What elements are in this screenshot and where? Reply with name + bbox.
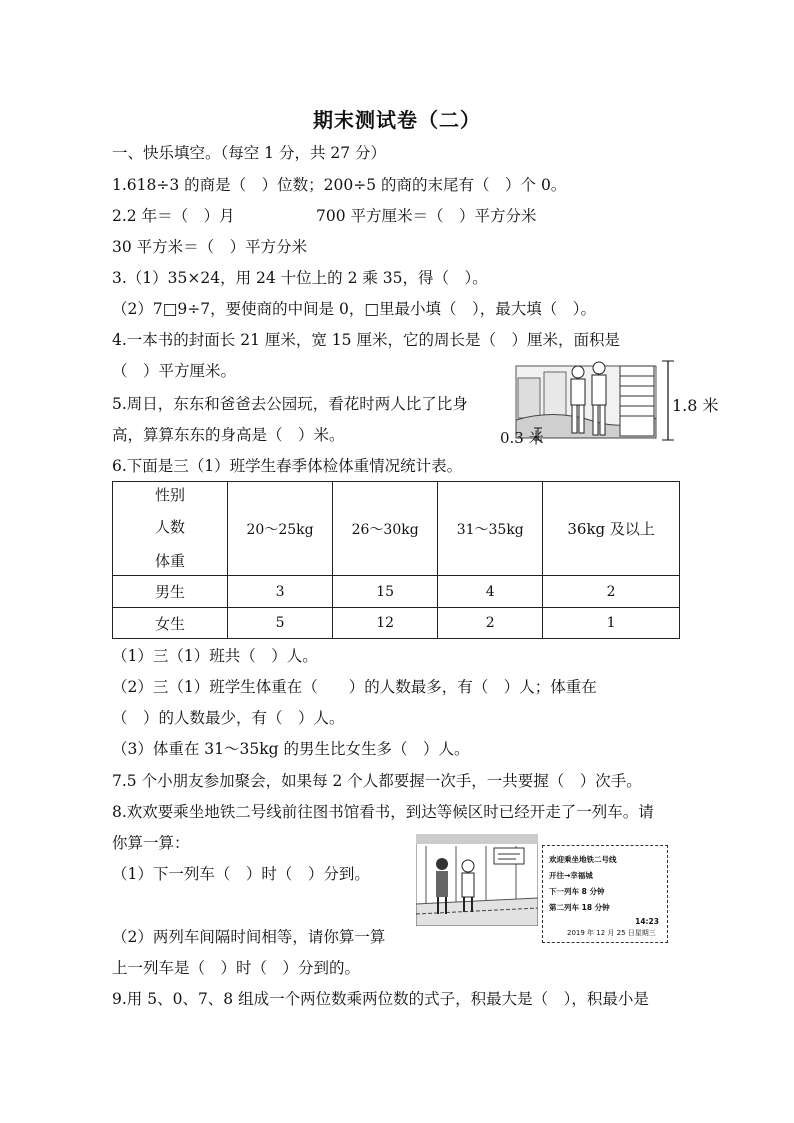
weight-stats-table: [112, 481, 680, 639]
question-1: 1.618÷3 的商是（ ）位数；200÷5 的商的末尾有（ ）个 0。: [112, 176, 567, 194]
question-8-1: （1）下一列车（ ）时（ ）分到。: [112, 865, 370, 883]
question-4b: （ ）平方厘米。: [112, 362, 237, 380]
corner-label-weight: 体重: [155, 552, 186, 570]
table-cell: 1: [543, 608, 680, 639]
table-cell: 4: [438, 576, 543, 608]
column-header: 20～25kg: [228, 482, 333, 576]
sign-line-second-train: 第二列车 18 分钟: [549, 903, 610, 912]
question-3b: （2）7□9÷7，要使商的中间是 0，□里最小填（ ），最大填（ ）。: [112, 300, 597, 318]
question-8a: 8.欢欢要乘坐地铁二号线前往图书馆看书，到达等候区时已经开走了一列车。请: [112, 803, 654, 821]
height-label-0-3: 0.3 米: [500, 429, 544, 447]
question-8-2a: （2）两列车间隔时间相等，请你算一算: [112, 928, 386, 946]
corner-label-count: 人数: [155, 518, 186, 536]
subway-info-sign: [542, 845, 668, 943]
question-5b: 高，算算东东的身高是（ ）米。: [112, 426, 345, 444]
question-5a: 5.周日，东东和爸爸去公园玩，看花时两人比了比身: [112, 395, 468, 413]
sign-date: 2019 年 12 月 25 日星期三: [567, 929, 656, 937]
sign-clock-time: 14:23: [635, 917, 659, 926]
table-cell: 2: [543, 576, 680, 608]
corner-label-gender: 性别: [155, 486, 186, 504]
question-6: 6.下面是三（1）班学生春季体检体重情况统计表。: [112, 457, 463, 475]
page-title: 期末测试卷（二）: [313, 108, 481, 132]
row-label: 男生: [113, 576, 228, 608]
column-header: 26～30kg: [333, 482, 438, 576]
question-6-1: （1）三（1）班共（ ）人。: [112, 647, 318, 665]
question-8-2b: 上一列车是（ ）时（ ）分到的。: [112, 959, 361, 977]
sign-line-next-train: 下一列车 8 分钟: [549, 887, 605, 896]
sign-line-direction: 开往→幸福城: [549, 871, 593, 880]
question-6-2a: （2）三（1）班学生体重在（ ）的人数最多，有（ ）人；体重在: [112, 678, 597, 696]
question-6-3: （3）体重在 31～35kg 的男生比女生多（ ）人。: [112, 740, 470, 758]
row-label: 女生: [113, 608, 228, 639]
question-7: 7.5 个小朋友参加聚会，如果每 2 个人都要握一次手，一共要握（ ）次手。: [112, 772, 642, 790]
question-3a: 3.（1）35×24，用 24 十位上的 2 乘 35，得（ ）。: [112, 269, 488, 287]
table-row: [113, 608, 680, 639]
sign-line-welcome: 欢迎乘坐地铁二号线: [549, 855, 617, 864]
height-label-1-8: 1.8 米: [672, 396, 719, 415]
question-4a: 4.一本书的封面长 21 厘米，宽 15 厘米，它的周长是（ ）厘米，面积是: [112, 331, 620, 349]
table-cell: 15: [333, 576, 438, 608]
table-header-row: [113, 482, 680, 576]
question-2b: 700 平方厘米＝（ ）平方分米: [316, 207, 537, 225]
table-row: [113, 576, 680, 608]
table-cell: 12: [333, 608, 438, 639]
question-6-2b: （ ）的人数最少，有（ ）人。: [112, 709, 345, 727]
question-9: 9.用 5、0、7、8 组成一个两位数乘两位数的式子，积最大是（ ），积最小是: [112, 990, 649, 1008]
question-2c: 30 平方米＝（ ）平方分米: [112, 238, 308, 256]
table-cell: 3: [228, 576, 333, 608]
column-header: 31～35kg: [438, 482, 543, 576]
table-corner-cell: [113, 482, 228, 576]
table-cell: 5: [228, 608, 333, 639]
table-cell: 2: [438, 608, 543, 639]
subway-platform-figure: [416, 834, 538, 926]
column-header: 36kg 及以上: [543, 482, 680, 576]
section-heading: 一、快乐填空。（每空 1 分，共 27 分）: [112, 144, 387, 162]
question-2a: 2.2 年＝（ ）月: [112, 207, 235, 225]
question-8b: 你算一算：: [112, 834, 190, 852]
